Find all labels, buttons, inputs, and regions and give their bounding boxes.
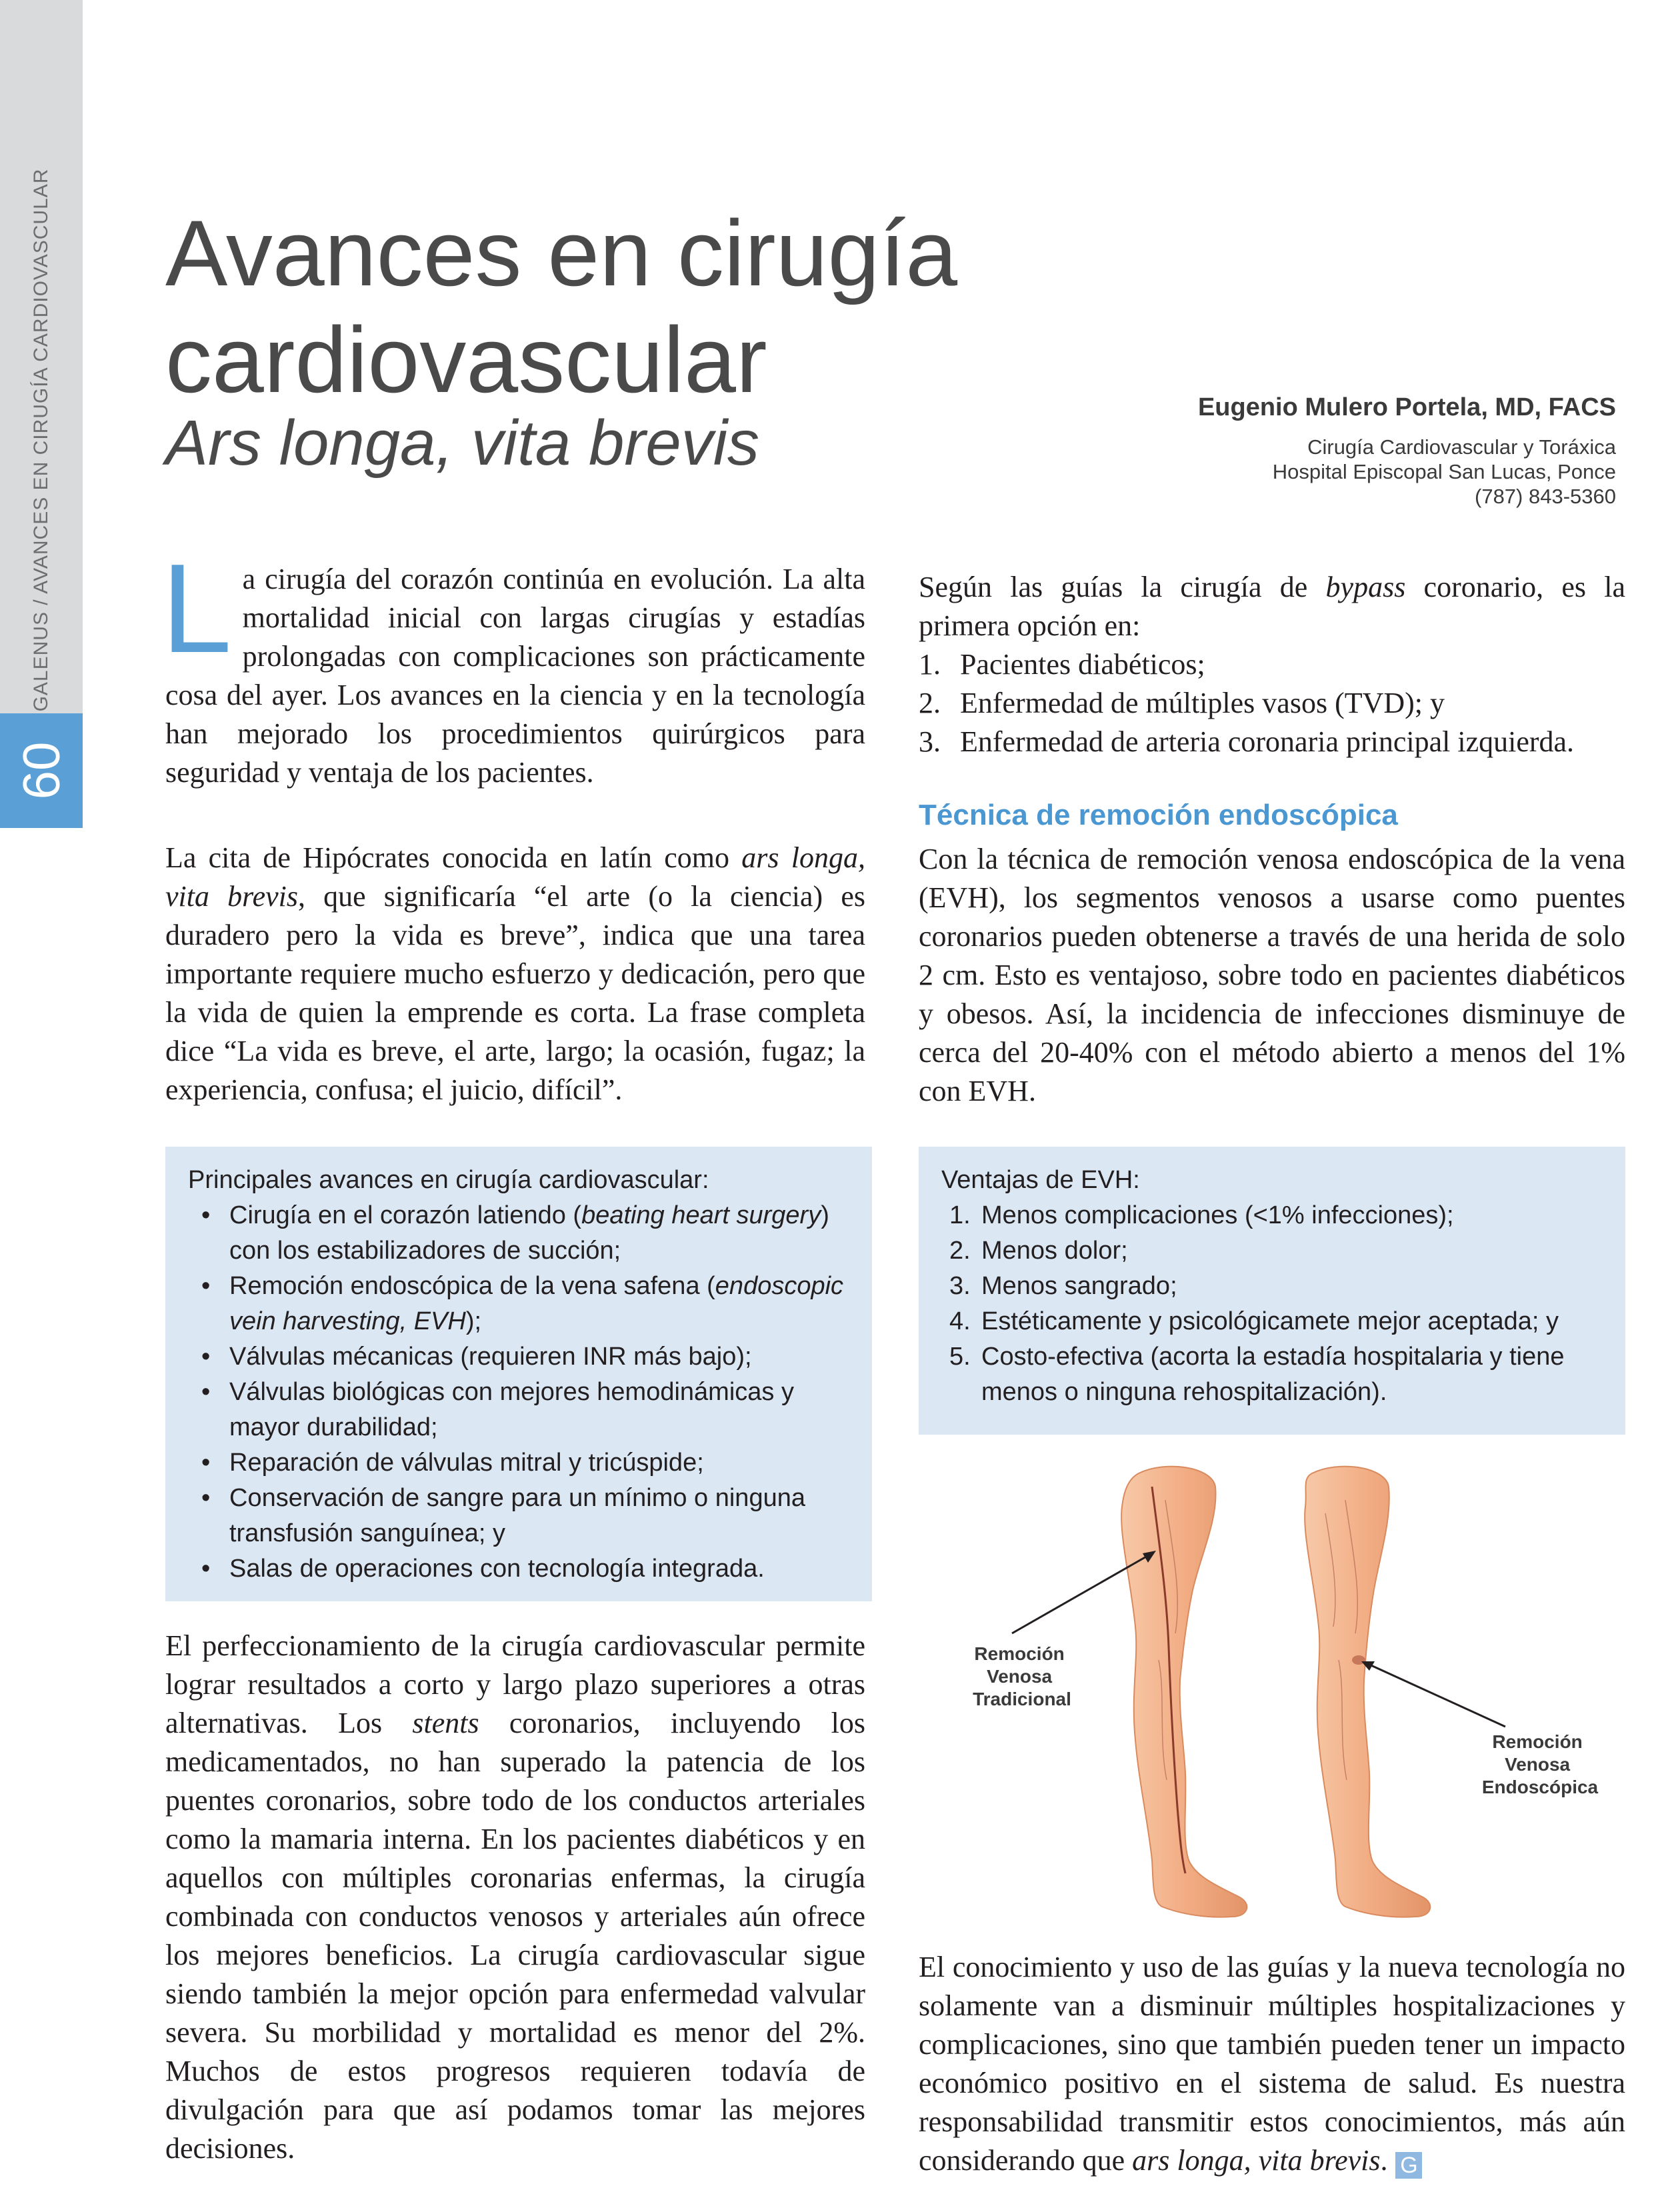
evh-advantages-box bbox=[919, 1147, 1625, 1435]
legs-illustration bbox=[919, 1460, 1625, 1927]
title-line-1: Avances en cirugía bbox=[165, 201, 958, 305]
author-specialty: Cirugía Cardiovascular y Toráxica bbox=[1307, 435, 1616, 459]
list-item: 5. Costo-efectiva (acorta la estadía hospitalaria y tiene menos o ninguna rehospitalización). bbox=[949, 1343, 1565, 1406]
guidelines-block bbox=[919, 568, 1625, 761]
list-item: 4. Estéticamente y psicológicamete mejor aceptada; y bbox=[949, 1307, 1559, 1335]
page-subtitle: Ars longa, vita brevis bbox=[165, 407, 760, 479]
author-hospital: Hospital Episcopal San Lucas, Ponce bbox=[1272, 460, 1616, 483]
stents-term: stents bbox=[412, 1707, 479, 1739]
list-item: 1. Menos complicaciones (<1% infecciones); bbox=[949, 1201, 1454, 1229]
latin-quote: ars longa, vita brevis bbox=[165, 841, 865, 913]
drop-cap: L bbox=[161, 538, 232, 679]
perfeccionamiento-paragraph: El perfeccionamiento de la cirugía cardiovascular permite lograr resultados a corto y largo plazo superiores a otras alternativas. Los stents coronarios, incluyendo los medicamentados, no han superado la patencia de los puentes coronarios, sobre todo de los conductos arteriales como la mamaria interna. En los pacientes diabéticos y en aquellos con múltiples coronarias enfermas, la cirugía combinada con conductos venosos y arteriales aún ofrece los mejores beneficios. La cirugía cardiovascular sigue siendo también la mejor opción para enfermedad valvular severa. Su morbilidad y mortalidad es menor del 2%. Muchos de estos progresos requieren todavía de divulgación para que así podamos tomar las mejores decisiones. bbox=[165, 1629, 865, 2165]
list-item: • Salas de operaciones con tecnología integrada. bbox=[188, 1551, 845, 1587]
leg-traditional bbox=[1121, 1467, 1247, 1917]
closing-latin: ars longa, vita brevis bbox=[1132, 2144, 1381, 2177]
list-item: • Cirugía en el corazón latiendo (beating heart surgery) con los estabilizadores de succión; bbox=[188, 1198, 845, 1269]
closing-paragraph: El conocimiento y uso de las guías y la nueva tecnología no solamente van a disminuir múltiples hospitalizaciones y complicaciones, sino que también pueden tener un impacto económico positivo en el sistema de salud. Es nuestra responsabilidad transmitir estos conocimientos, más aún considerando que ars longa, vita brevis. G bbox=[919, 1951, 1625, 2178]
list-item: • Remoción endoscópica de la vena safena (endoscopic vein harvesting, EVH); bbox=[188, 1269, 845, 1339]
intro-paragraph bbox=[161, 538, 865, 792]
list-item: 2. Enfermedad de múltiples vasos (TVD); y bbox=[919, 687, 1445, 719]
end-mark-icon: G bbox=[1395, 2152, 1422, 2179]
evh-paragraph: Con la técnica de remoción venosa endoscópica de la vena (EVH), los segmentos venosos a usarse como puentes coronarios pueden obtenerse a través de una herida de solo 2 cm. Esto es ventajoso, sobre todo en pacientes diabéticos y obesos. Así, la incidencia de infecciones disminuye de cerca del 20-40% con el método abierto a menos del 1% con EVH. bbox=[919, 843, 1625, 1107]
advances-list bbox=[188, 1198, 845, 1587]
list-item: 1. Pacientes diabéticos; bbox=[919, 648, 1205, 681]
author-phone: (787) 843-5360 bbox=[1475, 485, 1616, 508]
list-item: 3. Menos sangrado; bbox=[949, 1272, 1177, 1300]
list-item: • Válvulas biológicas con mejores hemodinámicas y mayor durabilidad; bbox=[188, 1375, 845, 1445]
section-heading: Técnica de remoción endoscópica bbox=[919, 799, 1398, 831]
list-item: 2. Menos dolor; bbox=[949, 1237, 1128, 1265]
label-traditional: Remoción Venosa Tradicional bbox=[973, 1643, 1071, 1709]
evh-advantages-list bbox=[941, 1198, 1599, 1410]
arrow-endoscopic bbox=[1367, 1663, 1505, 1727]
title-line-2: cardiovascular bbox=[165, 307, 767, 412]
hippocrates-paragraph: La cita de Hipócrates conocida en latín como ars longa, vita brevis, que significaría “el arte (o la ciencia) es duradero pero la vida es breve”, indica que una tarea importante requiere mucho esfuerzo y dedicación, pero que la vida de quien la emprende es corta. La frase completa dice “La vida es breve, el arte, largo; la ocasión, fugaz; la experiencia, confusa; el juicio, difícil”. bbox=[165, 841, 865, 1106]
intro-text: a cirugía del corazón continúa en evolución. La alta mortalidad inicial con largas cirugías y estadías prolongadas con complicaciones son prácticamente cosa del ayer. Los avances en la ciencia y en la tecnología han mejorado los procedimientos quirúrgicos para seguridad y ventaja de los pacientes. bbox=[165, 563, 865, 789]
advances-box bbox=[165, 1147, 872, 1601]
list-item: • Conservación de sangre para un mínimo o ninguna transfusión sanguínea; y bbox=[188, 1481, 845, 1551]
list-item: 3. Enfermedad de arteria coronaria principal izquierda. bbox=[919, 725, 1575, 758]
list-item: • Válvulas mécanicas (requieren INR más bajo); bbox=[188, 1339, 845, 1375]
label-endoscopic: Remoción Venosa Endoscópica bbox=[1481, 1731, 1599, 1797]
author-name: Eugenio Mulero Portela, MD, FACS bbox=[1197, 393, 1616, 421]
indications-list bbox=[919, 645, 1625, 761]
guidelines-intro: Según las guías la cirugía de bypass coronario, es la primera opción en: bbox=[919, 571, 1625, 642]
leg-endoscopic bbox=[1305, 1467, 1430, 1917]
bypass-term: bypass bbox=[1325, 571, 1406, 603]
advances-box-title: Principales avances en cirugía cardiovascular: bbox=[188, 1166, 709, 1194]
list-item: • Reparación de válvulas mitral y tricúspide; bbox=[188, 1445, 845, 1481]
author-block bbox=[1016, 392, 1616, 509]
evh-box-title: Ventajas de EVH: bbox=[941, 1166, 1140, 1194]
page-title bbox=[165, 200, 1032, 413]
